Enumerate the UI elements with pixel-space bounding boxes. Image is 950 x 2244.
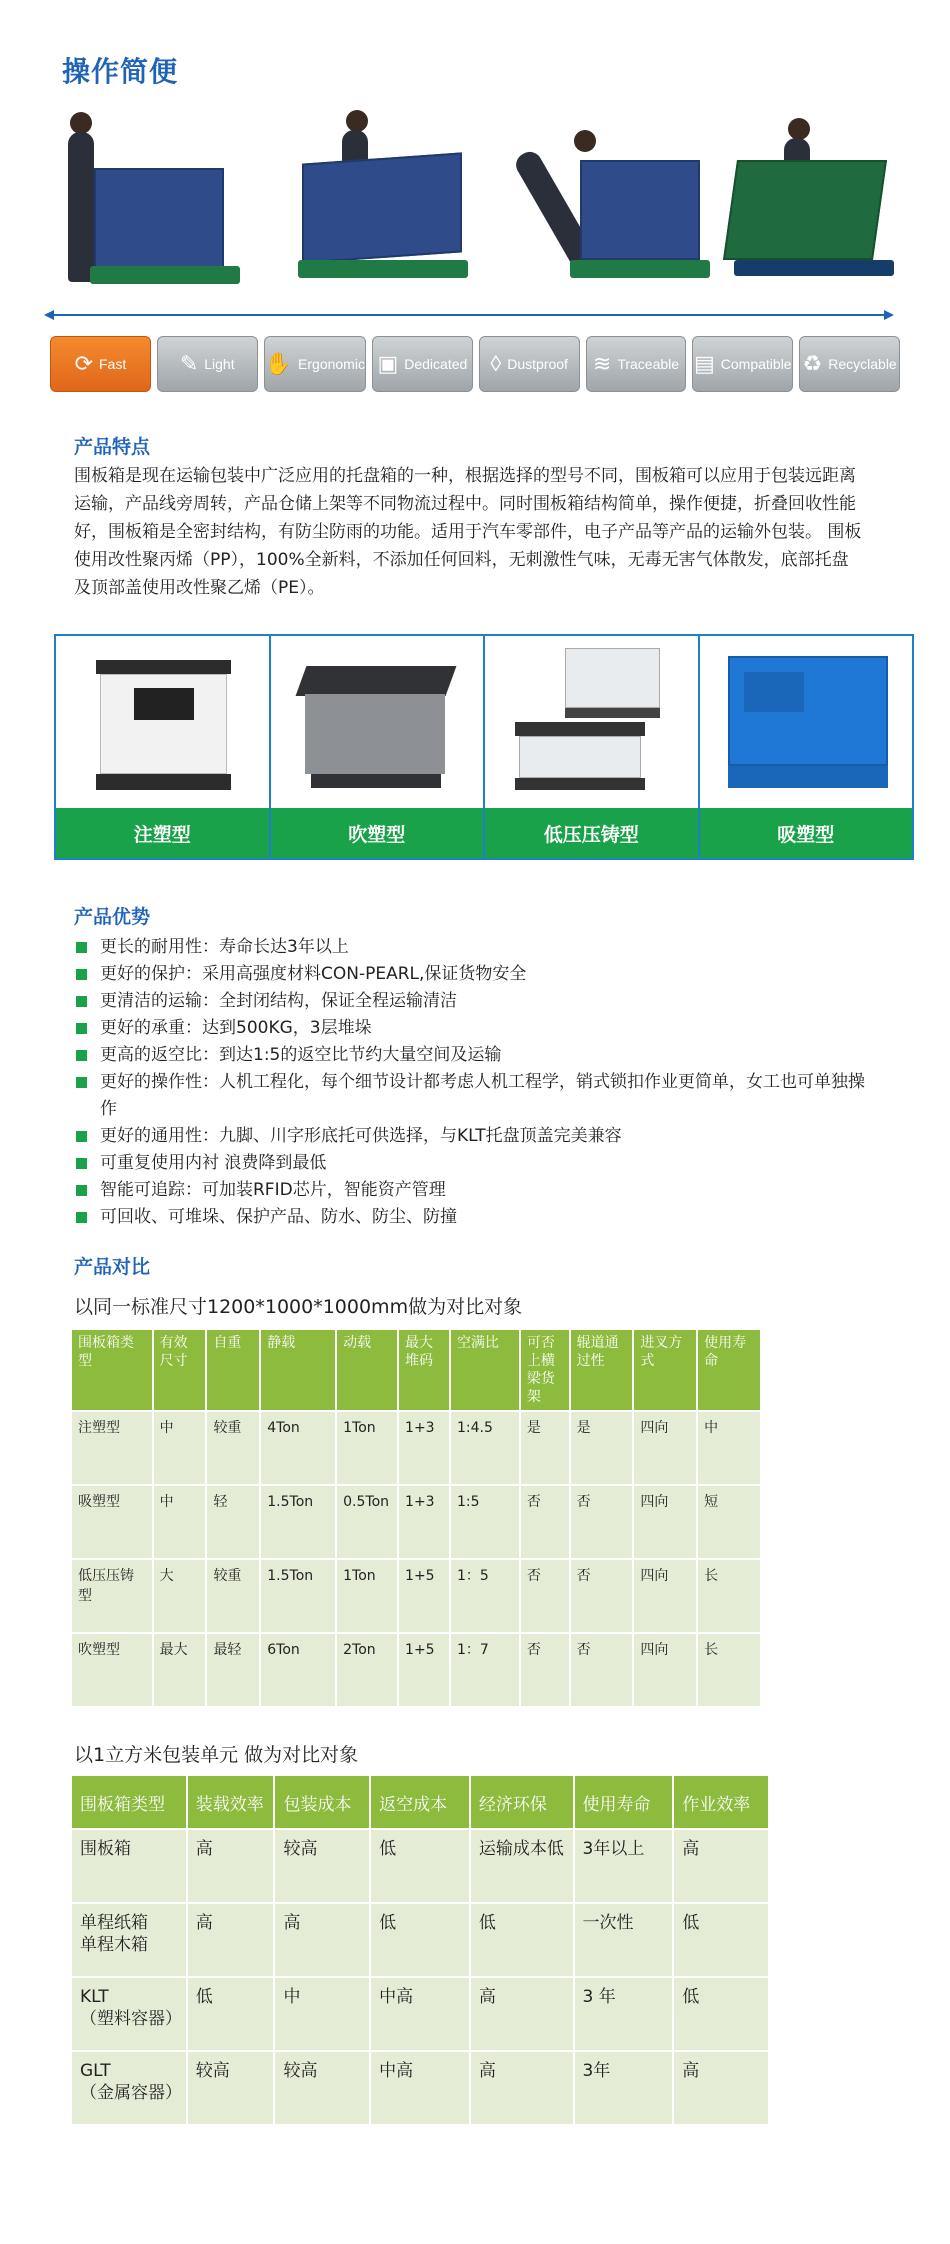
table-row — [71, 1829, 769, 1903]
list-item: 更好的保护：采用高强度材料CON-PEARL,保证货物安全 — [74, 961, 874, 988]
table-cell: KLT （塑料容器） — [71, 1977, 187, 2051]
table-cell: 最大 — [153, 1633, 207, 1707]
table-cell: 高 — [470, 1977, 574, 2051]
product-image — [56, 636, 269, 810]
feature-label: Ergonomic — [298, 356, 365, 372]
column-header: 有效尺寸 — [153, 1329, 207, 1411]
table-cell: 1.5Ton — [260, 1485, 336, 1559]
table-row — [71, 1411, 761, 1485]
table-cell: 低 — [673, 1977, 769, 2051]
table-cell: 单程纸箱 单程木箱 — [71, 1903, 187, 1977]
bullet-square-icon — [76, 1185, 87, 1196]
type-label: 注塑型 — [56, 808, 269, 858]
column-header: 自重 — [206, 1329, 260, 1411]
table-cell: 6Ton — [260, 1633, 336, 1707]
photo-step-3 — [490, 100, 710, 300]
table-row — [71, 1633, 761, 1707]
section-title-comparison: 产品对比 — [74, 1256, 151, 1278]
table-cell: 较重 — [206, 1559, 260, 1633]
table-cell: 短 — [697, 1485, 761, 1559]
type-card — [485, 636, 700, 858]
column-header: 围板箱类型 — [71, 1775, 187, 1829]
bullet-square-icon — [76, 1212, 87, 1223]
table-cell: 1：5 — [450, 1559, 520, 1633]
drop-icon: ◊ — [490, 351, 502, 376]
table-cell: 1Ton — [336, 1559, 398, 1633]
column-header: 空满比 — [450, 1329, 520, 1411]
table-cell: 较重 — [206, 1411, 260, 1485]
table-cell: 否 — [570, 1485, 634, 1559]
table-cell: 高 — [274, 1903, 370, 1977]
table-cell: 4Ton — [260, 1411, 336, 1485]
photo-step-1 — [50, 100, 250, 300]
comparison-table-1 — [70, 1328, 762, 1708]
table-cell: 长 — [697, 1633, 761, 1707]
table-cell: 1.5Ton — [260, 1559, 336, 1633]
table-cell: 中高 — [370, 2051, 470, 2125]
feature-fast — [50, 336, 151, 392]
table-cell: 低 — [370, 1829, 470, 1903]
column-header: 装载效率 — [187, 1775, 275, 1829]
table-cell: GLT （金属容器） — [71, 2051, 187, 2125]
table-row — [71, 2051, 769, 2125]
photo-step-2 — [282, 100, 482, 300]
table-cell: 围板箱 — [71, 1829, 187, 1903]
column-header: 最大堆码 — [398, 1329, 450, 1411]
advantages-list — [74, 934, 874, 1231]
comparison-caption-2: 以1立方米包装单元 做为对比对象 — [74, 1744, 359, 1766]
list-item: 更好的通用性：九脚、川字形底托可供选择，与KLT托盘顶盖完美兼容 — [74, 1123, 874, 1150]
table-cell: 高 — [187, 1903, 275, 1977]
list-item: 更好的承重：达到500KG，3层堆垛 — [74, 1015, 874, 1042]
type-card — [56, 636, 271, 858]
comparison-caption-1: 以同一标准尺寸1200*1000*1000mm做为对比对象 — [74, 1296, 523, 1318]
table-cell: 高 — [470, 2051, 574, 2125]
list-item: 更长的耐用性：寿命长达3年以上 — [74, 934, 874, 961]
table-cell: 3年 — [574, 2051, 674, 2125]
product-image — [700, 636, 913, 810]
bullet-square-icon — [76, 942, 87, 953]
table-cell: 否 — [570, 1559, 634, 1633]
table-cell: 1:4.5 — [450, 1411, 520, 1485]
list-item: 更高的返空比：到达1:5的返空比节约大量空间及运输 — [74, 1042, 874, 1069]
table-cell: 1+5 — [398, 1633, 450, 1707]
column-header: 围板箱类型 — [71, 1329, 153, 1411]
column-header: 使用寿命 — [574, 1775, 674, 1829]
table-cell: 低 — [187, 1977, 275, 2051]
table-header-row — [71, 1329, 761, 1411]
page-title: 操作简便 — [62, 55, 179, 88]
table-cell: 否 — [520, 1485, 570, 1559]
table-row — [71, 1485, 761, 1559]
table-cell: 1：7 — [450, 1633, 520, 1707]
feature-traceable — [586, 336, 687, 392]
recycle-icon: ♻ — [802, 351, 823, 376]
table-cell: 较高 — [187, 2051, 275, 2125]
table-row — [71, 1977, 769, 2051]
table-row — [71, 1559, 761, 1633]
table-cell: 中 — [153, 1411, 207, 1485]
bullet-square-icon — [76, 1050, 87, 1061]
comparison-table-2 — [70, 1774, 770, 2126]
type-label: 低压压铸型 — [485, 808, 698, 858]
table-cell: 低 — [673, 1903, 769, 1977]
table-cell: 低压压铸型 — [71, 1559, 153, 1633]
feature-label: Fast — [99, 356, 127, 372]
list-item: 可重复使用内衬 浪费降到最低 — [74, 1150, 874, 1177]
product-image — [485, 636, 698, 810]
table-cell: 1:5 — [450, 1485, 520, 1559]
column-header: 包装成本 — [274, 1775, 370, 1829]
feature-label: Compatible — [720, 356, 792, 372]
section-title-advantages: 产品优势 — [74, 906, 151, 928]
column-header: 返空成本 — [370, 1775, 470, 1829]
table-cell: 最轻 — [206, 1633, 260, 1707]
feature-bar — [50, 336, 900, 392]
bullet-square-icon — [76, 1131, 87, 1142]
feature-compatible — [692, 336, 793, 392]
table-cell: 1Ton — [336, 1411, 398, 1485]
table-cell: 较高 — [274, 2051, 370, 2125]
table-cell: 0.5Ton — [336, 1485, 398, 1559]
feature-label: Dustproof — [507, 356, 568, 372]
table-cell: 否 — [520, 1633, 570, 1707]
list-item: 可回收、可堆垛、保护产品、防水、防尘、防撞 — [74, 1204, 874, 1231]
column-header: 进叉方式 — [633, 1329, 697, 1411]
bullet-square-icon — [76, 969, 87, 980]
table-row — [71, 1903, 769, 1977]
clock-icon: ⟳ — [74, 351, 93, 376]
feature-recyclable — [799, 336, 900, 392]
table-header-row — [71, 1775, 769, 1829]
table-cell: 注塑型 — [71, 1411, 153, 1485]
table-cell: 中 — [153, 1485, 207, 1559]
type-card — [271, 636, 486, 858]
table-cell: 低 — [470, 1903, 574, 1977]
table-cell: 大 — [153, 1559, 207, 1633]
table-cell: 中高 — [370, 1977, 470, 2051]
list-item: 更清洁的运输：全封闭结构，保证全程运输清洁 — [74, 988, 874, 1015]
type-label: 吸塑型 — [700, 808, 913, 858]
table-cell: 吸塑型 — [71, 1485, 153, 1559]
feature-label: Dedicated — [404, 356, 468, 372]
table-cell: 高 — [187, 1829, 275, 1903]
table-cell: 是 — [570, 1411, 634, 1485]
list-item: 更好的操作性：人机工程化，每个细节设计都考虑人机工程学，销式锁扣作业更简单，女工也可单独操作 — [74, 1069, 874, 1123]
column-header: 辊道通过性 — [570, 1329, 634, 1411]
table-cell: 否 — [570, 1633, 634, 1707]
table-cell: 运输成本低 — [470, 1829, 574, 1903]
feature-dustproof — [479, 336, 580, 392]
list-item: 智能可追踪：可加装RFID芯片，智能资产管理 — [74, 1177, 874, 1204]
product-types — [54, 634, 914, 860]
bullet-square-icon — [76, 1077, 87, 1088]
column-header: 动载 — [336, 1329, 398, 1411]
product-image — [271, 636, 484, 810]
feature-label: Light — [204, 356, 235, 372]
bullet-square-icon — [76, 996, 87, 1007]
table-cell: 2Ton — [336, 1633, 398, 1707]
table-cell: 长 — [697, 1559, 761, 1633]
table-cell: 吹塑型 — [71, 1633, 153, 1707]
table-cell: 较高 — [274, 1829, 370, 1903]
table-cell: 中 — [274, 1977, 370, 2051]
table-cell: 1+3 — [398, 1411, 450, 1485]
signal-icon: ≋ — [592, 351, 612, 376]
table-cell: 否 — [520, 1559, 570, 1633]
table-cell: 一次性 — [574, 1903, 674, 1977]
hand-icon: ✋ — [264, 351, 293, 376]
photo-step-4 — [720, 100, 900, 300]
table-cell: 1+3 — [398, 1485, 450, 1559]
table-cell: 3年以上 — [574, 1829, 674, 1903]
type-label: 吹塑型 — [271, 808, 484, 858]
section-title-features: 产品特点 — [74, 436, 151, 458]
column-header: 经济环保 — [470, 1775, 574, 1829]
column-header: 作业效率 — [673, 1775, 769, 1829]
table-cell: 高 — [673, 1829, 769, 1903]
table-cell: 中 — [697, 1411, 761, 1485]
feature-dedicated — [372, 336, 473, 392]
column-header: 使用寿命 — [697, 1329, 761, 1411]
bullet-square-icon — [76, 1023, 87, 1034]
feather-icon: ✎ — [179, 351, 199, 376]
table-cell: 低 — [370, 1903, 470, 1977]
table-cell: 四向 — [633, 1485, 697, 1559]
table-cell: 3 年 — [574, 1977, 674, 2051]
feature-ergonomic — [264, 336, 366, 392]
operation-photos — [50, 100, 900, 300]
feature-label: Traceable — [617, 356, 680, 372]
table-cell: 高 — [673, 2051, 769, 2125]
feature-light — [157, 336, 258, 392]
features-paragraph: 围板箱是现在运输包装中广泛应用的托盘箱的一种，根据选择的型号不同，围板箱可以应用于包装远距离运输，产品线旁周转，产品仓储上架等不同物流过程中。同时围板箱结构简单，操作便捷，折叠回收性能好，围板箱是全密封结构，有防尘防雨的功能。适用于汽车零部件，电子产品等产品的运输外包装。 围板使用改性聚丙烯（PP），100%全新料，不添加任何回料，无刺激性气味，无毒无害气体散发，底部托盘及顶部盖使用改性聚乙烯（PE）。 — [74, 466, 862, 598]
table-cell: 是 — [520, 1411, 570, 1485]
table-cell: 四向 — [633, 1559, 697, 1633]
box-icon: ▣ — [377, 351, 399, 376]
table-cell: 四向 — [633, 1411, 697, 1485]
type-card — [700, 636, 913, 858]
table-cell: 1+5 — [398, 1559, 450, 1633]
column-header: 可否上横梁货架 — [520, 1329, 570, 1411]
table-cell: 轻 — [206, 1485, 260, 1559]
timeline-arrow — [44, 308, 894, 322]
bullet-square-icon — [76, 1158, 87, 1169]
table-cell: 四向 — [633, 1633, 697, 1707]
stack-icon: ▤ — [693, 351, 715, 376]
column-header: 静载 — [260, 1329, 336, 1411]
feature-label: Recyclable — [828, 356, 897, 372]
